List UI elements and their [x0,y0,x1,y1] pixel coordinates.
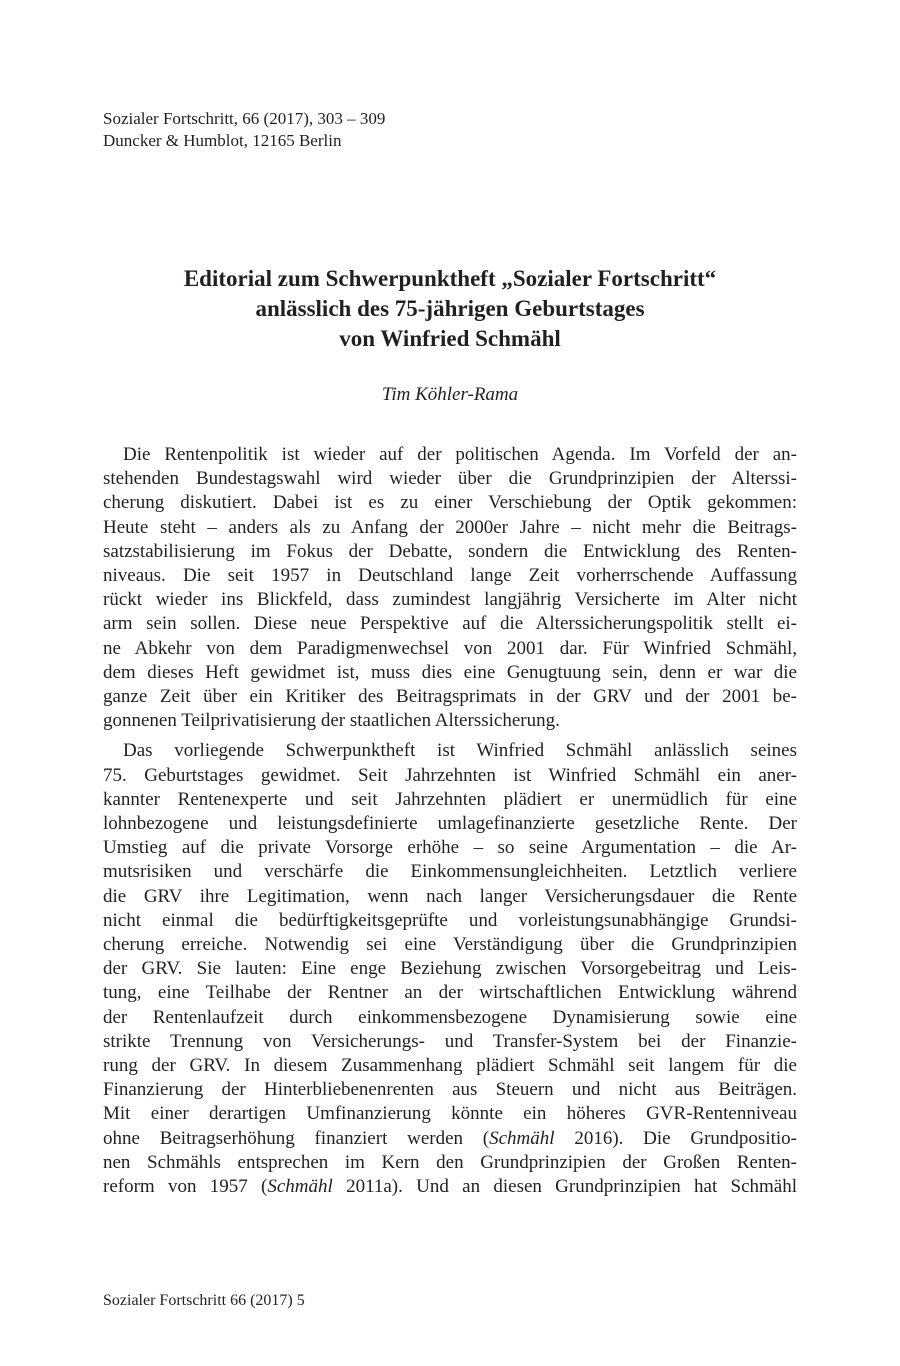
text-line: die GRV ihre Legitimation, wenn nach langer Versicherungsdauer die Rente [103,885,797,907]
text-line: der GRV. Sie lauten: Eine enge Beziehung zwischen Vorsorgebeitrag und Leis- [103,958,797,980]
text-line: der Rentenlaufzeit durch einkommensbezogene Dynamisierung sowie eine [103,1006,797,1028]
paragraph-2 [103,739,797,1199]
journal-header [103,108,385,152]
title-line-1: Editorial zum Schwerpunktheft „Sozialer Fortschritt“ [183,266,717,291]
text-segment: reform von 1957 ( [103,1176,268,1198]
text-line: Finanzierung der Hinterbliebenenrenten aus Steuern und nicht aus Beiträgen. [103,1079,797,1101]
article-body [103,443,797,1199]
text-line: gonnenen Teilprivatisierung der staatlichen Alterssicherung. [103,710,560,732]
text-line: Heute steht – anders als zu Anfang der 2000er Jahre – nicht mehr die Beitrags- [103,516,797,538]
text-line: mutsrisiken und verschärfe die Einkommensungleichheiten. Letztlich verliere [103,861,797,883]
text-line: kannter Rentenexperte und seit Jahrzehnten plädiert er unermüdlich für eine [103,788,797,810]
article-title [0,264,900,354]
text-line: Das vorliegende Schwerpunktheft ist Winfried Schmähl anlässlich seines [123,740,797,762]
text-line: Die Rentenpolitik ist wieder auf der politischen Agenda. Im Vorfeld der an- [123,444,797,465]
publisher-line: Duncker & Humblot, 12165 Berlin [103,131,342,150]
title-line-2: anlässlich des 75-jährigen Geburtstages [255,296,645,321]
journal-citation: Sozialer Fortschritt, 66 (2017), 303 – 309 [103,109,386,128]
text-line: nicht einmal die bedürftigkeitsgeprüfte und vorleistungsunabhängige Grundsi- [103,909,797,931]
text-line: rung der GRV. In diesem Zusammenhang plädiert Schmähl seit langem für die [103,1055,797,1077]
text-line: arm sein sollen. Diese neue Perspektive auf die Alterssicherungspolitik stellt ei- [103,613,797,635]
text-line: ganze Zeit über ein Kritiker des Beitragsprimats in der GRV und der 2001 be- [103,686,797,708]
title-line-3: von Winfried Schmähl [339,326,561,351]
text-line [103,1127,797,1151]
text-line: stehenden Bundestagswahl wird wieder über die Grundprinzipien der Alterssi- [103,468,797,490]
text-segment: 2016). Die Grundpositio- [554,1127,797,1149]
text-line: nen Schmähls entsprechen im Kern den Grundprinzipien der Großen Renten- [103,1151,797,1173]
text-line: strikte Trennung von Versicherungs- und Transfer-System bei der Finanzie- [103,1030,797,1052]
text-line: tung, eine Teilhabe der Rentner an der wirtschaftlichen Entwicklung während [103,982,797,1004]
text-line: cherung erreiche. Notwendig sei eine Verständigung über die Grundprinzipien [103,934,797,956]
text-line: satzstabilisierung im Fokus der Debatte, sondern die Entwicklung des Renten- [103,540,797,562]
text-line: rückt wieder ins Blickfeld, dass zumindest langjährig Versicherte im Alter nicht [103,589,797,611]
text-line: Umstieg auf die private Vorsorge erhöhe – so seine Argumentation – die Ar- [103,837,797,859]
text-line: lohnbezogene und leistungsdefinierte umlagefinanzierte gesetzliche Rente. Der [103,813,797,835]
text-line: 75. Geburtstages gewidmet. Seit Jahrzehnten ist Winfried Schmähl ein aner- [103,764,797,786]
text-line: dem dieses Heft gewidmet ist, muss dies eine Genugtuung sein, denn er war die [103,661,797,683]
citation-author: Schmähl [489,1127,555,1149]
paragraph-1 [103,443,797,733]
text-line: cherung diskutiert. Dabei ist es zu einer Verschiebung der Optik gekommen: [103,492,797,514]
page-footer: Sozialer Fortschritt 66 (2017) 5 [103,1292,305,1309]
text-line: niveaus. Die seit 1957 in Deutschland lange Zeit vorherrschende Auffassung [103,565,797,587]
text-segment: ohne Beitragserhöhung finanziert werden ( [103,1127,490,1149]
author-name: Tim Köhler-Rama [381,384,519,405]
text-line: Mit einer derartigen Umfinanzierung könnte ein höheres GVR-Rentenniveau [103,1103,797,1125]
text-line: ne Abkehr von dem Paradigmenwechsel von 2001 dar. Für Winfried Schmähl, [103,637,797,659]
citation-author: Schmähl [267,1176,333,1198]
text-segment: 2011a). Und an diesen Grundprinzipien hat Schmähl [332,1176,798,1198]
text-line [103,1175,797,1199]
